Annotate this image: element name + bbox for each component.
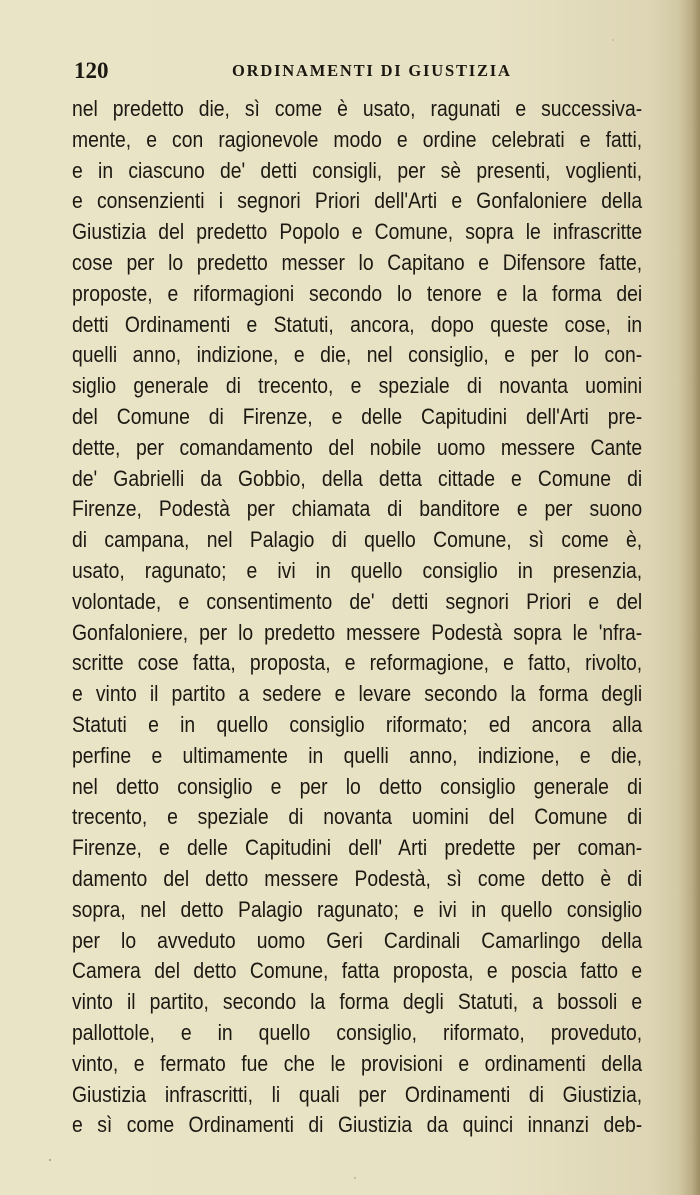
text-line: e in ciascuno de' detti consigli, per sè presenti, voglienti,: [72, 157, 643, 183]
text-line: perfine e ultimamente in quelli anno, indizione, e die,: [72, 742, 643, 768]
running-title: ORDINAMENTI DI GIUSTIZIA: [232, 61, 512, 80]
body-text: [72, 94, 642, 1141]
text-line: per lo avveduto uomo Geri Cardinali Camarlingo della: [72, 927, 643, 953]
text-line: Giustizia infrascritti, li quali per Ordinamenti di Giustizia,: [72, 1081, 643, 1107]
text-line: detti Ordinamenti e Statuti, ancora, dopo queste cose, in: [72, 311, 643, 337]
text-line: nel detto consiglio e per lo detto consiglio generale di: [72, 773, 643, 799]
text-line: di campana, nel Palagio di quello Comune, sì come è,: [72, 527, 643, 553]
text-line: e vinto il partito a sedere e levare secondo la forma degli: [72, 681, 643, 707]
text-line: vinto il partito, secondo la forma degli Statuti, a bossoli e: [72, 989, 643, 1015]
page-header: [74, 58, 639, 84]
text-line: Gonfaloniere, per lo predetto messere Podestà sopra le 'nfra-: [72, 619, 643, 645]
text-line: Statuti e in quello consiglio riformato; ed ancora alla: [72, 711, 643, 737]
text-line: Firenze, e delle Capitudini dell' Arti predette per coman-: [72, 835, 643, 861]
text-line: damento del detto messere Podestà, sì come detto è di: [72, 865, 643, 891]
text-line: sopra, nel detto Palagio ragunato; e ivi in quello consiglio: [72, 896, 643, 922]
text-line: usato, ragunato; e ivi in quello consiglio in presenzia,: [72, 557, 643, 583]
text-line: vinto, e fermato fue che le provisioni e ordinamenti della: [72, 1050, 643, 1076]
text-line: siglio generale di trecento, e speziale di novanta uomini: [72, 373, 643, 399]
text-line: Camera del detto Comune, fatta proposta, e poscia fatto e: [72, 958, 643, 984]
text-line: e sì come Ordinamenti di Giustizia da quinci innanzi deb-: [72, 1112, 643, 1138]
text-line: scritte cose fatta, proposta, e reformagione, e fatto, rivolto,: [72, 650, 643, 676]
text-line: nel predetto die, sì come è usato, ragunati e successiva-: [72, 96, 643, 121]
text-line: dette, per comandamento del nobile uomo messere Cante: [72, 434, 643, 460]
text-line: e consenzienti i segnori Priori dell'Arti e Gonfaloniere della: [72, 188, 643, 214]
text-line: quelli anno, indizione, e die, nel consiglio, e per lo con-: [72, 342, 643, 368]
page-number: 120: [74, 58, 109, 83]
text-line: cose per lo predetto messer lo Capitano e Difensore fatte,: [72, 249, 643, 275]
text-line: de' Gabrielli da Gobbio, della detta cittade e Comune di: [72, 465, 643, 491]
text-line: proposte, e riformagioni secondo lo tenore e la forma dei: [72, 280, 643, 306]
text-line: trecento, e speziale di novanta uomini del Comune di: [72, 804, 643, 830]
text-line: volontade, e consentimento de' detti segnori Priori e del: [72, 588, 643, 614]
text-line: mente, e con ragionevole modo e ordine celebrati e fatti,: [72, 126, 643, 152]
text-line: del Comune di Firenze, e delle Capitudini dell'Arti pre-: [72, 403, 643, 429]
text-line: Giustizia del predetto Popolo e Comune, sopra le infrascritte: [72, 219, 643, 245]
text-line: pallottole, e in quello consiglio, riformato, proveduto,: [72, 1019, 643, 1045]
text-line: Firenze, Podestà per chiamata di banditore e per suono: [72, 496, 643, 522]
page-edge-shadow: [678, 0, 700, 1195]
